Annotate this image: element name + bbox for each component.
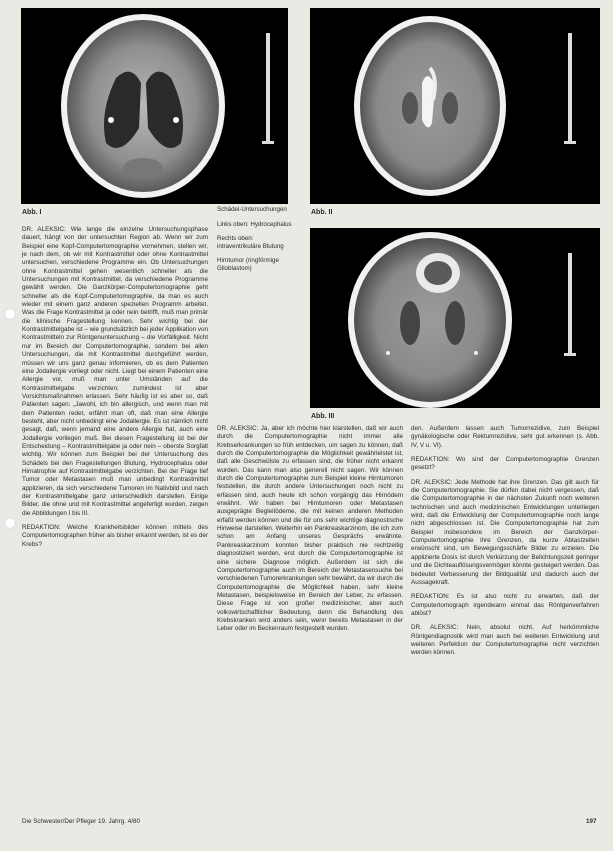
paragraph: DR. ALEKSIC: Nein, absolut nicht. Auf herkömmliche Röntgendiagnostik wird man auch bei weiteren Entwicklung und weiteren Perfektion der Computertomographie nicht verzichten werden können. (411, 624, 599, 657)
ct-scan-image-1 (21, 8, 288, 204)
paragraph: REDAKTION: Es ist also nicht zu erwarten, daß der Computertomograph irgendwann einmal das Röntgenverfahren ablöst? (411, 593, 599, 617)
caption-line: Links oben: Hydrocephalus (217, 220, 292, 228)
caption-line: Hirntumor (ringförmige Glioblastom) (217, 257, 279, 272)
text-column-2 (217, 425, 403, 640)
ct-scan-image-2 (310, 8, 600, 204)
punch-hole (4, 308, 16, 320)
paragraph: REDAKTION: Wo sind der Computertomographie Grenzen gesetzt? (411, 456, 599, 472)
punch-hole (4, 517, 16, 529)
paragraph: DR. ALEKSIC: Wie lange die einzelne Untersuchungsphase dauert, hängt von der untersuchten Region ab. Wenn wir zum Beispiel eine Kopf-Computertomographie vornehmen, stellen wir, je nach dem, ob wir mit Kontrastmittel oder ohne Kontrastmittel untersuchen, verschiedene Programme ein. Ob Untersuchungen ohne Kontrastmittel gehen wesentlich schneller als die Untersuchungen mit Kontrastmittel, da verschiedene Programme gewählt werden. Die Ganzkörper-Computertomographie geht schneller als die Kopf-Computertomographie, da man es auch wieder mit einem ganz anderen speziellen Programm arbeitet. Was die Frage Kontrastmittel ja oder nein betrifft, muß man primär die klinische Fragestellung kennen. Sehr wichtig bei der Kontrastmittelgabe ist – wie grundsätzlich bei jeder Applikation von Kontrastmitteln zur Röntgenuntersuchung – die Vorfälligkeit. Nicht nur im Bereich der Computertomographie, sondern bei allen Untersuchungen, die mit Kontrastmittel durchgeführt werden, müssen wir uns ganz genau informieren, ob es dem Patienten eine Jodallergie vorliegt oder nicht. Liegt bei einem Patienten eine Allergie vor, muß man unter Umständen auf die Kontrastmittelgabe verzichten; zumindest ist aber Vorsichtsmaßnahmen erlassen. Sehr häufig ist es aber so, daß Patienten sagen: „Jawohl, ich bin allergisch, und wenn man mit dem Patienten redet, erfährt man oft, daß man eine Allergie besteht, aber nicht unbedingt eine Jodallergie. Es ist nämlich nicht gesagt, daß, wenn jemand eine andere Allergie hat, auch eine Jodallergie vorliegen muß. Bei diesen Fragestellung ist bei der Entscheidung – Kontrastmittelgabe ja oder nein – oberste Sorgfalt wichtig. Wir können zum Beispiel bei der Untersuchung des Schädels bei den Fragestellungen Blutung, Hydrocephalus oder Hirnatrophie auf Kontrastmittelgabe verzichten. Bei der Frage tief Tumor oder Metastasen muß man unbedingt Kontrastmittel applizieren, da sich verschiedene Tumoren im Nativbild und nach der Kontrastmittelgabe ganz unterschiedlich darstellen. Einige Bilder, die ohne und mit Kontrastmittel angefertigt wurden, zeigen die Abbildungen I bis III. (22, 226, 208, 517)
figure-caption-1: Abb. I (22, 209, 42, 216)
paragraph: den. Außerdem lassen auch Tumorrezidive, zum Beispiel gynäkologische oder Rektumrezidive, sehr gut erkennen (s. Abb. IV, V u. VI). (411, 425, 599, 449)
figure-caption-3: Abb. III (311, 413, 335, 420)
page-number: 197 (586, 818, 597, 825)
caption-line: Rechts oben: intraventrikuläre Blutung (217, 235, 284, 250)
ct-scan-image-3 (310, 228, 600, 408)
paragraph: DR. ALEKSIC: Jede Methode hat ihre Grenzen. Das gilt auch für die Computertomographie. Sie dürfen dabei nicht vergessen, daß die Computertomographie in der nächsten Zukunft noch weiteren technischen und auch medizinischen Entwicklungen unterliegen wird, daß die Entwicklung der Computertomographie noch lange nicht abgeschlossen ist. Die Computertomographie hat zum Beispiel insbesondere im Bereich der Ganzkörper-Computertomographie ihre Grenzen, da kurze Abtastzeiten erwünscht sind, um Bewegungsschärfe Bilder zu erzielen. Die applizierte Dosis ist durch Verkürzung der Belichtungszeit geringer und die Dichteauflösungsvermögen könnte gesteigert werden. Das bedeutet Verbesserung der Bildqualität und dadurch auch der Aussagekraft. (411, 478, 599, 586)
text-column-1 (22, 226, 208, 555)
figure-caption-2: Abb. II (311, 209, 333, 216)
paragraph: DR. ALEKSIC: Ja, aber ich möchte hier klarstellen, daß wir auch durch die Computertomographie nicht immer alle Krebserkrankungen so früh entdecken, um sagen zu können, daß durch die Computertomographie die Möglichkeit gewährleistet ist, daß alle Geschwülste zu erfassen sind, die früher nicht erkannt wurden. Das kann man also generell nicht sagen. Wir können durch die Computertomographie zum Beispiel kleine Hirntumoren feststellen, die durch andere Untersuchungen noch nicht zu erfassen sind, auch heute ich schon vorgängig das Hirnödem erwähnt. Wir haben bei Hirntumoren oder Metastasen ausgeprägte Begleitödeme, die mit keinen anderen Methoden erfaßt werden können und die für uns sehr wichtige diagnostische Hinweise darstellen. Weiterhin ein Pankreaskarzinom, die ich zum schon am Anfang unseres Gesprächs erwähnte. Pankreaskarzinom konnten bisher praktisch nie rechtzeitig diagnostiziert werden, erst durch die Computertomographie ist eine sichere Diagnose möglich. Außerdem ist sich die Computertomographie auch im Bereich der Metastasensuche bei verschiedenen Tumorerkrankungen sehr bewährt, da wir durch die Computertomographie die Möglichkeit haben, sehr kleine Metastasen, beispielsweise im Bereich der Leber, zu erfassen. Diese Frage ist von großer medizinischer, aber auch volkswirtschaftlicher Bedeutung, denn die Behandlung des Krebskranken wird anders sein, wenn bereits Metastasen in der Leber oder im Beckenraum festgestellt wurden. (217, 425, 403, 633)
footer-journal: Die Schwester/Der Pfleger 19. Jahrg. 4/80 (22, 818, 140, 825)
caption-title: Schädel-Untersuchungen (217, 206, 287, 213)
paragraph: REDAKTION: Welche Krankheitsbilder können mittels des Computertomographen früher als bisher erkannt werden, ist es der Krebs? (22, 524, 208, 548)
text-column-3 (411, 425, 599, 664)
image-caption-sidebar (217, 206, 295, 280)
